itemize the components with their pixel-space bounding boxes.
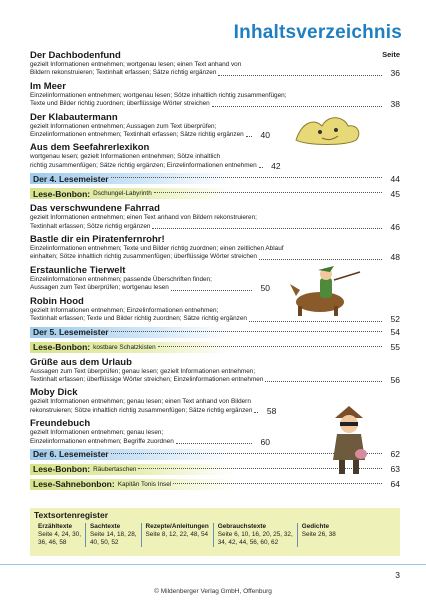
band-sub: kostbare Schatzkisten [93,343,156,351]
entry-title: Robin Hood [30,295,84,307]
band-page: 54 [390,327,400,337]
entry-title: Erstaunliche Tierwelt [30,264,126,276]
entry-page: 38 [390,99,400,110]
entry-description-line [30,376,400,384]
toc-entry[interactable] [30,203,400,231]
entry-description-line [30,245,400,253]
register-column [298,523,340,547]
band-label: Der 6. Lesemeister [33,449,109,460]
entry-description-line [30,398,270,406]
toc-group-1 [30,50,400,170]
register-column [214,523,298,547]
entry-description: gezielt Informationen entnehmen; genau lesen; einen Text anhand von Bildern [30,398,251,406]
entry-description: Textinhalt erfassen; Texte und Bilder richtig zuordnen; Sätze richtig ergänzen [30,315,247,323]
entry-description: Aussagen zum Text überprüfen; genau lesen; gezielt Informationen entnehmen; [30,367,256,375]
entry-title: Das verschwundene Fahrrad [30,203,160,215]
band-label: Lese-Bonbon: [33,342,91,352]
entry-page: 50 [260,283,270,294]
entry-description: Bildern rekonstruieren; Textinhalt erfassen; Sätze richtig ergänzen [30,69,217,77]
register-column [86,523,142,547]
register-column-head: Gedichte [301,523,330,530]
klabautermann-illustration [292,112,364,148]
toc-entry[interactable] [30,357,400,385]
entry-description-line [30,284,270,292]
entry-description: Einzelinformationen entnehmen; Begriffe zuordnen [30,437,174,445]
register-column-head: Gebrauchstexte [217,523,267,530]
register-column-head: Erzähltexte [38,523,73,530]
band-lese-sahnebonbon[interactable] [30,479,400,490]
register-column-pages: Seite 8, 12, 22, 48, 54 [145,531,209,538]
register-column-head: Rezepte/Anleitungen [145,523,209,530]
entry-title: Der Klabautermann [30,111,118,123]
entry-description-line [30,131,270,139]
entry-description-line [30,253,400,261]
page-title: Inhaltsverzeichnis [233,22,402,43]
moby-dick-character-illustration [327,404,371,480]
entry-page: 36 [390,68,400,79]
entry-title: Grüße aus dem Urlaub [30,356,132,368]
band-page: 62 [390,449,400,460]
register-column-pages: 36, 46, 58 [38,539,67,546]
entry-description: Einzelinformationen entnehmen; Texte und Bilder richtig zuordnen; einen zeitlichen Ablauf [30,245,284,253]
entry-title: Moby Dick [30,387,78,399]
entry-description: Einzelinformationen entnehmen; passende Überschriften finden; [30,275,212,283]
entry-description: Aussagen zum Text überprüfen; wortgenau lesen [30,284,169,292]
band-page: 44 [390,173,400,184]
entry-description-line [30,123,270,131]
band-lesemeister-4[interactable] [30,173,400,184]
register-column [34,523,86,547]
entry-page: 60 [260,436,270,447]
register-column-pages: 34, 42, 44, 56, 60, 62 [217,539,279,546]
entry-page: 40 [260,130,270,141]
toc-entry[interactable] [30,81,400,109]
band-label: Lese-Bonbon: [33,188,91,199]
band-label: Der 5. Lesemeister [33,327,109,337]
band-page: 55 [390,342,400,352]
entry-description-line [30,276,270,284]
entry-description-line [30,92,400,100]
entry-page: 42 [271,160,281,171]
entry-page: 52 [390,314,400,325]
entry-description-line [30,368,400,376]
entry-title: Bastle dir ein Piratenfernrohr! [30,234,165,246]
entry-description: Textinhalt erfassen; überflüssige Wörter streichen; Einzelinformationen entnehmen [30,375,264,383]
band-page: 45 [390,188,400,199]
entry-description-line [30,214,400,222]
band-sub: Dschungel-Labyrinth [93,190,152,198]
register-columns [34,523,396,547]
register-column-pages: Seite 14, 18, 28, [90,531,137,538]
toc-entry[interactable] [30,50,400,78]
entry-description: gezielt Informationen entnehmen; Aussagen zum Text überprüfen; [30,122,217,130]
footer-divider [0,564,426,565]
entry-description: Einzelinformationen entnehmen; Textinhalt erfassen; Sätze richtig ergänzen [30,131,244,139]
band-page: 63 [390,464,400,475]
entry-description-line [30,61,400,69]
entry-description-line [30,100,400,108]
entry-description: gezielt Informationen entnehmen; genau lesen; [30,429,164,437]
entry-description: gezielt Informationen entnehmen; einen Text anhand von Bildern rekonstruieren; [30,214,257,222]
register-title: Textsortenregister [34,510,109,520]
band-sub: Räubertaschen [93,465,137,473]
robin-hood-illustration [290,262,362,318]
entry-description: rekonstruieren; Sötze inhaltlich richtig zusammenfügen; Sätze richtig ergänzen [30,406,253,414]
band-label: Lese-Bonbon: [33,464,91,475]
band-label: Der 4. Lesemeister [33,173,109,184]
entry-description: richtig zusammenfügen; Sätze richtig ergänzen; Einzelinformationen entnehmen [30,161,257,169]
entry-title: Der Dachbodenfund [30,50,121,61]
entry-page: 46 [390,221,400,232]
band-lese-bonbon-1[interactable] [30,188,400,199]
entry-title: Freundebuch [30,418,91,430]
entry-title: Aus dem Seefahrerlexikon [30,142,150,154]
band-lese-bonbon-2[interactable] [30,342,400,353]
entry-description: Textinhalt erfassen; Sötze richtig ergänzen [30,222,151,230]
entry-description-line [30,429,270,437]
register-column-head: Sachtexte [90,523,121,530]
toc-entry[interactable] [30,234,400,262]
band-lesemeister-5[interactable] [30,327,400,338]
register-column-pages: 40, 50, 52 [90,539,119,546]
entry-description-line [30,438,270,446]
register-column [142,523,214,547]
entry-description: einhalten; Sötze inhaltlich richtig zusammenfügen; überflüssige Wörter streichen [30,253,257,261]
copyright: © Mildenberger Verlag GmbH, Offenburg [154,588,272,595]
register-column-pages: Seite 6, 10, 16, 20, 25, 32, [217,531,293,538]
entry-description-line [30,405,277,416]
entry-title: Im Meer [30,80,66,92]
page-number: 3 [395,570,400,580]
register-column-pages: Seite 26, 38 [301,531,336,538]
entry-page: 58 [266,405,277,416]
entry-page: 48 [390,252,400,263]
band-page: 64 [390,479,400,490]
entry-page: 56 [390,374,400,385]
band-sub: Kapitän Tonis Insel [117,480,172,488]
band-label: Lese-Sahnebonbon: [33,479,115,490]
entry-description: gezielt Informationen entnehmen; Einzelinformationen entnehmen; [30,306,219,314]
entry-description-line [30,223,400,231]
entry-description-line [30,160,281,171]
textsortenregister [30,508,400,556]
entry-description-line [30,153,270,161]
seite-label: Seite [382,50,400,59]
entry-description: wortgenau lesen; gezielt Informationen entnehmen; Sötze inhaltlich [30,153,221,161]
entry-description: gezielt Informationen entnehmen; wortgenau lesen; einen Text anhand von [30,61,242,68]
entry-description: Einzelinformationen entnehmen; wortgenau lesen; Sötze inhaltlich richtig zusammenfügen; [30,91,287,99]
entry-description-line [30,69,400,77]
entry-description: Texte und Bilder richtig zuordnen; überflüssige Wörter streichen [30,100,210,108]
register-column-pages: Seite 4, 24, 30, [38,531,81,538]
